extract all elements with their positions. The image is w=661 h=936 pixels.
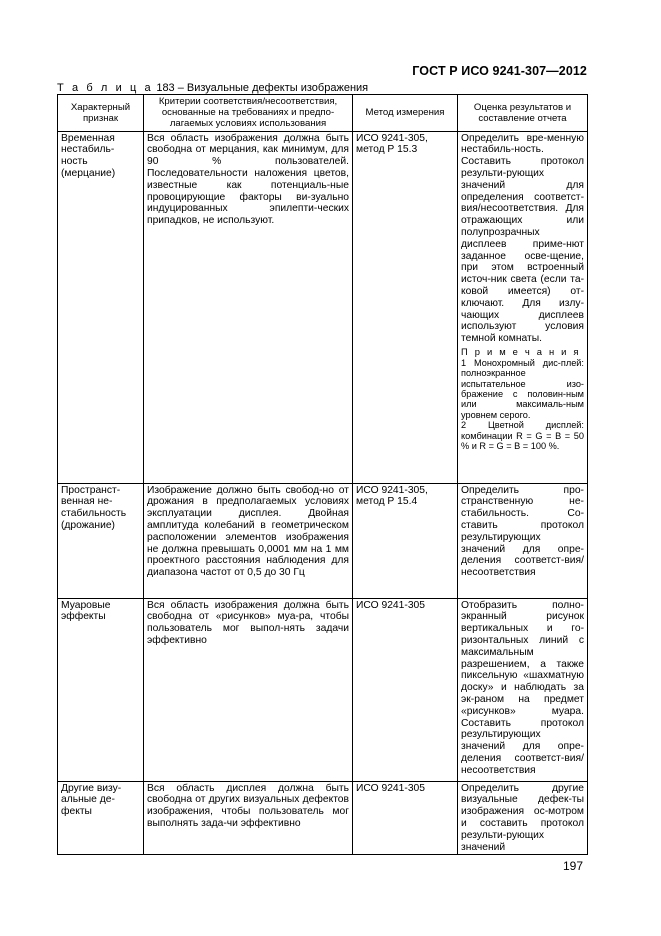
column-header-feature: Характерный признак bbox=[58, 95, 144, 132]
evaluation-cell bbox=[458, 131, 588, 483]
feature-cell bbox=[58, 598, 144, 781]
criteria-text: Вся область дисплея должна быть свободна от других визуальных дефектов изображения, чтобы пользователь мог выполнять зада-чи эффективно bbox=[147, 782, 349, 829]
table-row bbox=[58, 781, 588, 855]
feature-text: Муаровые эффекты bbox=[61, 599, 111, 623]
table-caption-text: 183 – Визуальные дефекты изображения bbox=[153, 82, 369, 94]
document-header: ГОСТ Р ИСО 9241-307—2012 bbox=[412, 64, 587, 78]
table-caption bbox=[57, 82, 368, 94]
feature-cell bbox=[58, 781, 144, 855]
method-text: ИСО 9241-305 bbox=[356, 599, 425, 611]
evaluation-cell bbox=[458, 598, 588, 781]
criteria-cell bbox=[144, 781, 353, 855]
table-row bbox=[58, 131, 588, 483]
feature-text: Пространст-венная не-стабильность (дрожание) bbox=[61, 484, 127, 531]
criteria-cell bbox=[144, 598, 353, 781]
note-item: 2 Цветной дисплей: комбинации R = G = B = 50 % и R = G = B = 100 %. bbox=[461, 420, 584, 451]
table-row bbox=[58, 483, 588, 598]
criteria-text: Вся область изображения должна быть свободна от «рисунков» муа-ра, чтобы пользователь мог выпол-нять задачи эффективно bbox=[147, 599, 349, 646]
method-cell bbox=[353, 483, 458, 598]
evaluation-text: Определить про-странственную не-стабильность. Со-ставить протокол результирующих значений для опре-деления соответст-вия/несоответствия bbox=[461, 484, 584, 579]
feature-text: Другие визу-альные де-фекты bbox=[61, 782, 122, 818]
note-item: 1 Монохромный дис-плей: полноэкранное испытательное изо-бражение с половин-ным или максималь-ным уровнем серого. bbox=[461, 357, 584, 420]
visual-defects-table bbox=[57, 94, 588, 855]
method-text: ИСО 9241-305 bbox=[356, 782, 425, 794]
table-row bbox=[58, 598, 588, 781]
feature-cell bbox=[58, 131, 144, 483]
column-header-method: Метод измерения bbox=[353, 95, 458, 132]
method-cell bbox=[353, 598, 458, 781]
table-caption-label: Т а б л и ц а bbox=[57, 82, 154, 94]
criteria-text: Вся область изображения должна быть свободна от мерцания, как минимум, для 90 % пользователей. Последовательности наложения цветов, известные как потенциаль-ные провоцирующие факторы ви-зуально индуцированных эпилепти-ческих припадков, не используют. bbox=[147, 132, 349, 227]
evaluation-text: Определить другие визуальные дефек-ты изображения ос-мотром и составить протокол результи-рующих значений bbox=[461, 782, 584, 853]
method-text: ИСО 9241-305, метод Р 15.4 bbox=[356, 484, 428, 508]
feature-text: Временная нестабиль-ность (мерцание) bbox=[61, 132, 116, 179]
notes-title: П р и м е ч а н и я bbox=[461, 345, 581, 357]
evaluation-cell bbox=[458, 483, 588, 598]
criteria-cell bbox=[144, 131, 353, 483]
table-header-row bbox=[58, 95, 588, 132]
method-cell bbox=[353, 131, 458, 483]
criteria-cell bbox=[144, 483, 353, 598]
evaluation-cell bbox=[458, 781, 588, 855]
feature-cell bbox=[58, 483, 144, 598]
column-header-criteria: Критерии соответствия/несоответствия, основанные на требованиях и предпо-лагаемых условиях использования bbox=[144, 95, 353, 132]
evaluation-text: Отобразить полно-экранный рисунок вертикальных и го-ризонтальных линий с максимальным разрешением, а также пиксельную «шахматную доску» и наблюдать за эк-раном на предмет «рисунков» муара. Составить протокол результирующих значений для опре-деления соответст-вия/несоответствия bbox=[461, 599, 584, 776]
method-text: ИСО 9241-305, метод Р 15.3 bbox=[356, 132, 428, 156]
method-cell bbox=[353, 781, 458, 855]
criteria-text: Изображение должно быть свобод-но от дрожания в предполагаемых условиях эксплуатации дисплея. Двойная амплитуда колебаний в геометрическом расположении элементов изображения не должна превышать 0,0001 мм на 1 мм проектного расстояния наблюдения для диапазона частот от 0,5 до 30 Гц bbox=[147, 484, 349, 579]
page-number: 197 bbox=[563, 859, 584, 873]
column-header-evaluation: Оценка результатов и составление отчета bbox=[458, 95, 588, 132]
evaluation-text: Определить вре-менную нестабиль-ность. Составить протокол результи-рующих значений для определения соответст-вия/несоответствия. Для отражающих или полупрозрачных дисплеев приме-нют заданное осве-щение, при этом встроенный источ-ник света (если та-ковой имеется) от-ключают. Для излу-чающих дисплеев используют условия темной комнаты. bbox=[461, 132, 584, 345]
